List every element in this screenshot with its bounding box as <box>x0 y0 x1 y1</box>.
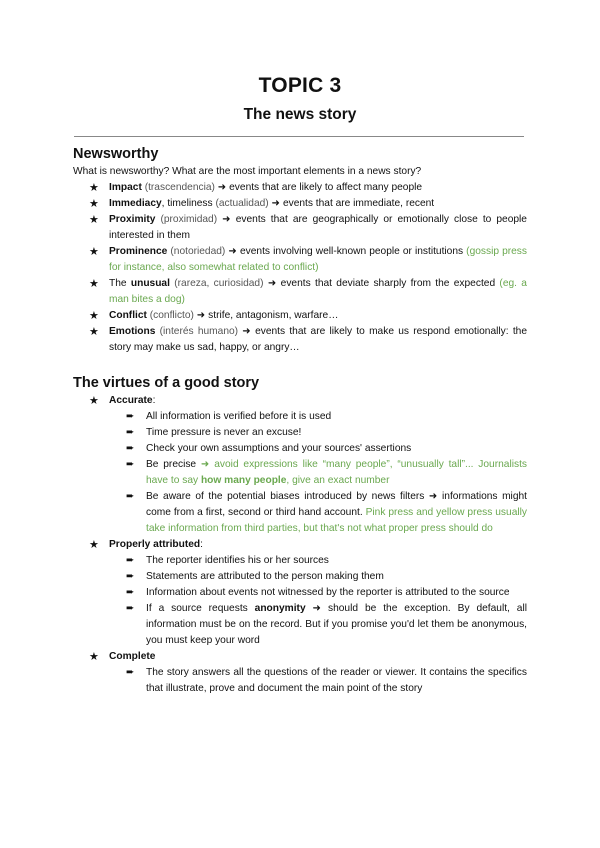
complete-sublist <box>126 665 527 697</box>
arrow-bullet-icon: ➨ <box>126 571 135 582</box>
list-item: ★ The unusual (rareza, curiosidad) ➜ events that deviate sharply from the expected (eg. a man bites a dog) <box>89 278 527 305</box>
star-bullet-icon: ★ <box>89 326 99 338</box>
page-subtitle: The news story <box>243 106 357 123</box>
list-item: ➨ Be precise ➜ avoid expressions like “many people”, “unusually tall”... Journalists have to say how many people, give an exact number <box>126 459 527 486</box>
list-item: ★ Conflict (conflicto) ➜ strife, antagonism, warfare… <box>89 310 339 322</box>
list-item: ➨ The story answers all the questions of the reader or viewer. It contains the specifics that illustrate, prove and document the main point of the story <box>126 667 527 694</box>
section-heading-virtues: The virtues of a good story <box>73 375 260 391</box>
star-bullet-icon: ★ <box>89 278 99 290</box>
green-note: (eg. a man bites a dog) <box>109 278 527 305</box>
list-item: ➨ If a source requests anonymity ➜ should be the exception. By default, all information must be on the record. But if you promise you'd let them be anonymous, you must keep your word <box>126 603 527 646</box>
star-bullet-icon: ★ <box>89 198 99 210</box>
arrow-bullet-icon: ➨ <box>126 491 135 502</box>
list-item: ★ Proximity (proximidad) ➜ events that are geographically or emotionally close to people interested in them <box>89 214 527 241</box>
virtues-list <box>89 393 527 697</box>
list-item: ➨ Information about events not witnessed by the reporter is attributed to the source <box>126 585 527 601</box>
attributed-sublist <box>126 553 527 649</box>
green-note: (gossip press for instance, also somewhat related to conflict) <box>109 246 527 273</box>
list-item: ★ Emotions (interés humano) ➜ events that are likely to make us respond emotionally: the story may make us sad, happy, or angry… <box>89 326 527 353</box>
accurate-sublist <box>126 409 527 537</box>
arrow-bullet-icon: ➨ <box>126 587 135 598</box>
arrow-bullet-icon: ➨ <box>126 459 135 470</box>
list-item: ★ Prominence (notoriedad) ➜ events involving well-known people or institutions (gossip press for instance, also somewhat related to conflict) <box>89 246 527 273</box>
section-heading-newsworthy: Newsworthy <box>73 146 159 162</box>
list-item: ➨ Time pressure is never an excuse! <box>126 425 527 441</box>
star-bullet-icon: ★ <box>89 539 99 551</box>
arrow-bullet-icon: ➨ <box>126 427 135 438</box>
list-item: ★ Properly attributed: ➨ The reporter identifies his or her sources ➨ Statements are attributed to the person making them ➨ Information about events not witnessed by the reporter is attributed to the source ➨ If a source requests anonymity ➜ should be the exception. By default, all information must be on the record. But if you promise you'd let them be anonymous, you must keep your word <box>89 537 527 649</box>
newsworthy-list <box>89 180 527 356</box>
star-bullet-icon: ★ <box>89 651 99 663</box>
title-divider <box>74 136 524 137</box>
star-bullet-icon: ★ <box>89 214 99 226</box>
list-item: ★ Accurate: ➨ All information is verified before it is used ➨ Time pressure is never an excuse! ➨ Check your own assumptions and your sources' assertions ➨ Be precise ➜ avoid expressions like “many people”, “unusually tall”... Journalists have to say how many people, give an exact number ➨ Be aware of the potential biases introduced by news filters ➜ informations might come from a first, second or third hand account. Pink press and yellow press usually take information from third parties, but that's not what proper press should do <box>89 393 527 537</box>
list-item: ★ Impact (trascendencia) ➜ events that are likely to affect many people <box>89 182 423 194</box>
arrow-bullet-icon: ➨ <box>126 411 135 422</box>
list-item: ➨ Check your own assumptions and your sources' assertions <box>126 441 527 457</box>
list-item: ➨ All information is verified before it is used <box>126 409 527 425</box>
arrow-bullet-icon: ➨ <box>126 667 135 678</box>
star-bullet-icon: ★ <box>89 182 99 194</box>
newsworthy-intro: What is newsworthy? What are the most important elements in a news story? <box>73 166 422 177</box>
arrow-bullet-icon: ➨ <box>126 603 135 614</box>
star-bullet-icon: ★ <box>89 246 99 258</box>
arrow-bullet-icon: ➨ <box>126 443 135 454</box>
arrow-bullet-icon: ➨ <box>126 555 135 566</box>
list-item: ★ Immediacy, timeliness (actualidad) ➜ events that are immediate, recent <box>89 198 435 210</box>
list-item: ➨ Be aware of the potential biases introduced by news filters ➜ informations might come from a first, second or third hand account. Pink press and yellow press usually take information from third parties, but that's not what proper press should do <box>126 491 527 534</box>
list-item: ➨ The reporter identifies his or her sources <box>126 553 527 569</box>
star-bullet-icon: ★ <box>89 310 99 322</box>
star-bullet-icon: ★ <box>89 395 99 407</box>
list-item: ★ Complete ➨ The story answers all the questions of the reader or viewer. It contains the specifics that illustrate, prove and document the main point of the story <box>89 649 527 697</box>
list-item: ➨ Statements are attributed to the person making them <box>126 569 527 585</box>
page-title: TOPIC 3 <box>258 74 342 97</box>
